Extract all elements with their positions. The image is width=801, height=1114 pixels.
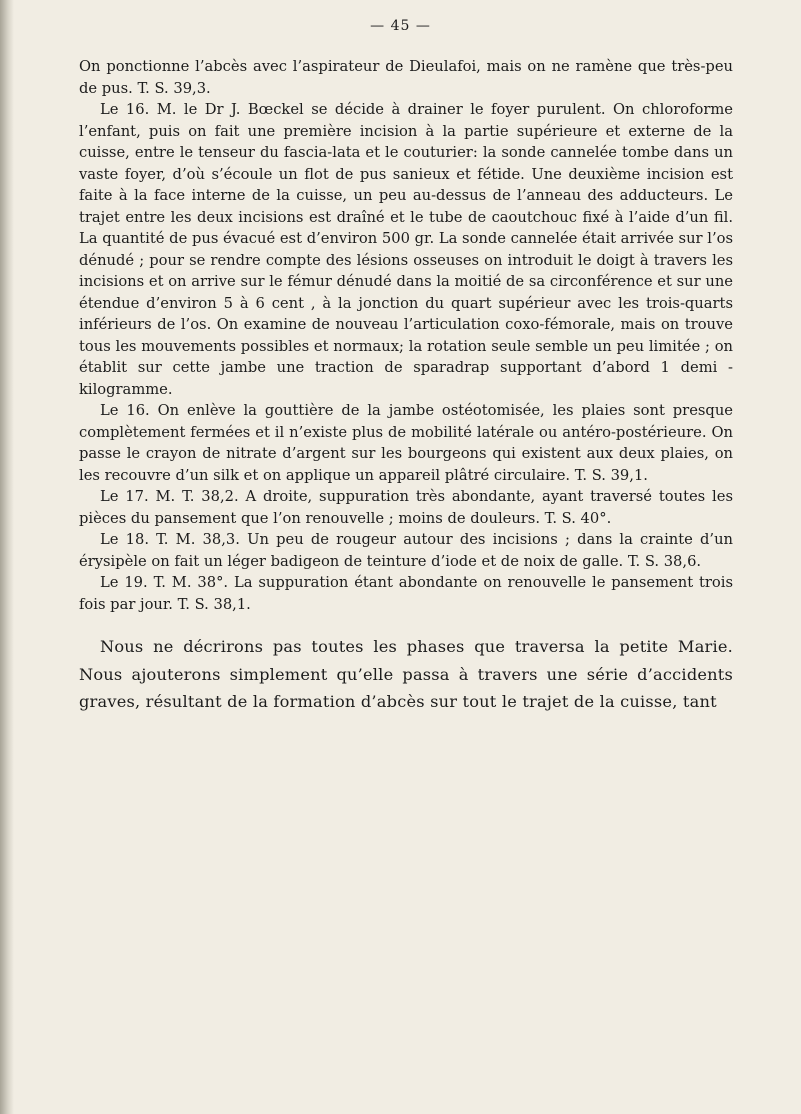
page-number: — 45 —: [370, 18, 431, 34]
paragraph-1: On ponctionne l’abcès avec l’aspirateur de Dieulafoi, mais on ne ramène que très-peu de pus. T. S. 39,3.: [79, 58, 733, 97]
paragraph-3: Le 16. On enlève la gouttière de la jambe ostéotomisée, les plaies sont presque complètement fermées et il n’existe plus de mobilité latérale ou antéro-postérieure. On passe le crayon de nitrate d’argent sur les bourgeons qui existent aux deux plaies, on les recouvre d’un silk et on applique un appareil plâtré circulaire. T. S. 39,1.: [79, 402, 733, 484]
page-edge-shadow: [0, 0, 14, 1114]
paragraph-2: Le 16. M. le Dr J. Bœckel se décide à drainer le foyer purulent. On chloroforme l’enfant, puis on fait une première incision à la partie supérieure et externe de la cuisse, entre le tenseur du fascia-lata et le couturier: la sonde cannelée tombe dans un vaste foyer, d’où s’écoule un flot de pus sanieux et fétide. Une deuxième incision est faite à la face interne de la cuisse, un peu au-dessus de l’anneau des adducteurs. Le trajet entre les deux incisions est draîné et le tube de caoutchouc fixé à l’aide d’un fil. La quantité de pus évacué est d’environ 500 gr. La sonde cannelée était arrivée sur l’os dénudé ; pour se rendre compte des lésions osseuses on introduit le doigt à travers les incisions et on arrive sur le fémur dénudé dans la moitié de sa circonférence et sur une étendue d’environ 5 à 6 cent , à la jonction du quart supérieur avec les trois-quarts inférieurs de l’os. On examine de nouveau l’articulation coxo-fémorale, mais on trouve tous les mouvements possibles et normaux; la rotation seule semble un peu limitée ; on établit sur cette jambe une traction de sparadrap supportant d’abord 1 demi - kilogramme.: [79, 101, 733, 398]
closing-paragraph: Nous ne décrirons pas toutes les phases que traversa la petite Marie. Nous ajouterons simplement qu’elle passa à travers une série d’accidents graves, résultant de la formation d’abcès sur tout le trajet de la cuisse, tant: [79, 637, 733, 711]
body-text: [79, 56, 733, 716]
paragraph-6: Le 19. T. M. 38°. La suppuration étant abondante on renouvelle le pansement trois fois par jour. T. S. 38,1.: [79, 574, 733, 613]
paragraph-5: Le 18. T. M. 38,3. Un peu de rougeur autour des incisions ; dans la crainte d’un érysipèle on fait un léger badigeon de teinture d’iode et de noix de galle. T. S. 38,6.: [79, 531, 733, 570]
paragraph-4: Le 17. M. T. 38,2. A droite, suppuration très abondante, ayant traversé toutes les pièces du pansement que l’on renouvelle ; moins de douleurs. T. S. 40°.: [79, 488, 733, 527]
